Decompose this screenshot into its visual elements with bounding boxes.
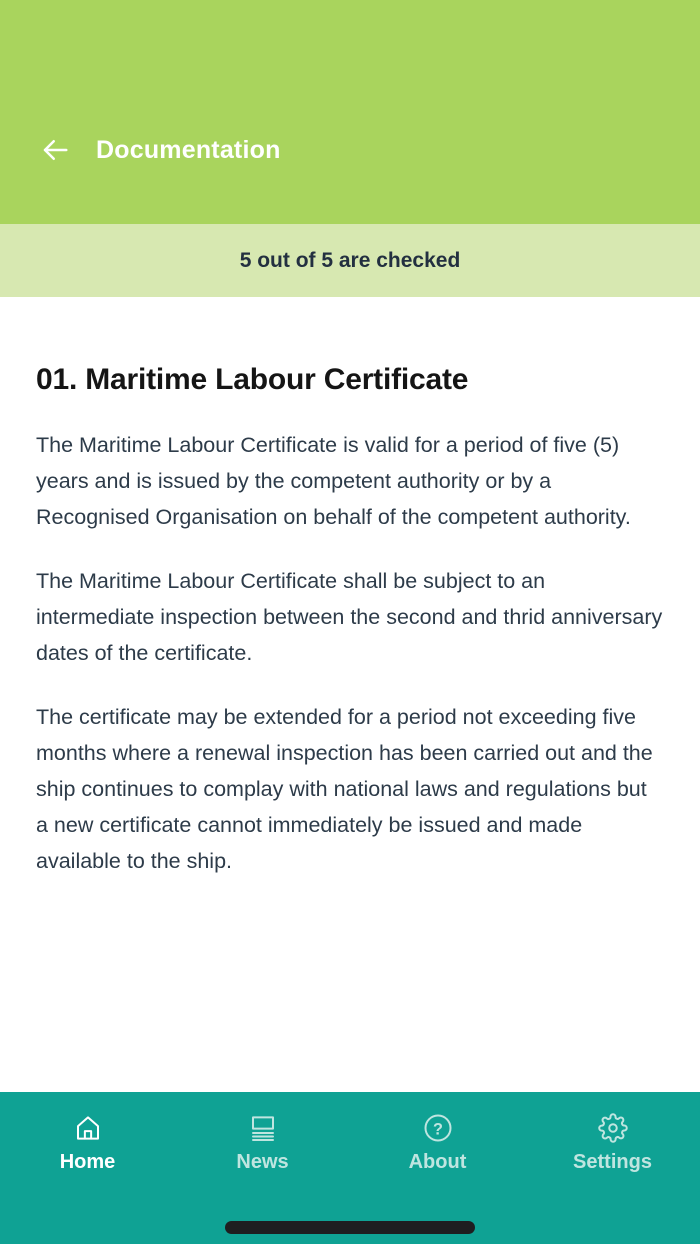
arrow-left-icon xyxy=(37,135,73,165)
news-icon xyxy=(248,1113,278,1143)
article-paragraph: The Maritime Labour Certificate is valid for a period of five (5) years and is issued by the competent authority or by a Recognised Organisation on behalf of the competent authority. xyxy=(36,433,631,529)
help-icon xyxy=(423,1113,453,1143)
nav-item-settings[interactable] xyxy=(525,1092,700,1244)
back-button[interactable] xyxy=(36,131,74,169)
home-indicator[interactable] xyxy=(225,1221,475,1234)
article-paragraph: The certificate may be extended for a period not exceeding five months where a renewal inspection has been carried out and the ship continues to complay with national laws and regulations but a new certificate cannot immediately be issued and made available to the ship. xyxy=(36,705,653,873)
article-content xyxy=(0,297,700,1092)
status-banner xyxy=(0,224,700,297)
bottom-nav xyxy=(0,1092,700,1244)
home-icon xyxy=(73,1113,103,1143)
article-paragraph: The Maritime Labour Certificate shall be subject to an intermediate inspection between the second and thrid anniversary dates of the certificate. xyxy=(36,569,663,665)
header-row xyxy=(36,131,281,169)
header xyxy=(0,0,700,224)
settings-icon xyxy=(598,1113,628,1143)
article-heading: 01. Maritime Labour Certificate xyxy=(36,363,469,396)
nav-label-about: About xyxy=(408,1151,467,1173)
nav-label-news: News xyxy=(236,1151,289,1173)
nav-item-home[interactable] xyxy=(0,1092,175,1244)
page-title: Documentation xyxy=(96,135,281,164)
status-banner-text: 5 out of 5 are checked xyxy=(239,248,461,272)
nav-label-settings: Settings xyxy=(573,1151,652,1173)
svg-text:?: ? xyxy=(432,1120,443,1139)
nav-label-home: Home xyxy=(59,1151,116,1173)
